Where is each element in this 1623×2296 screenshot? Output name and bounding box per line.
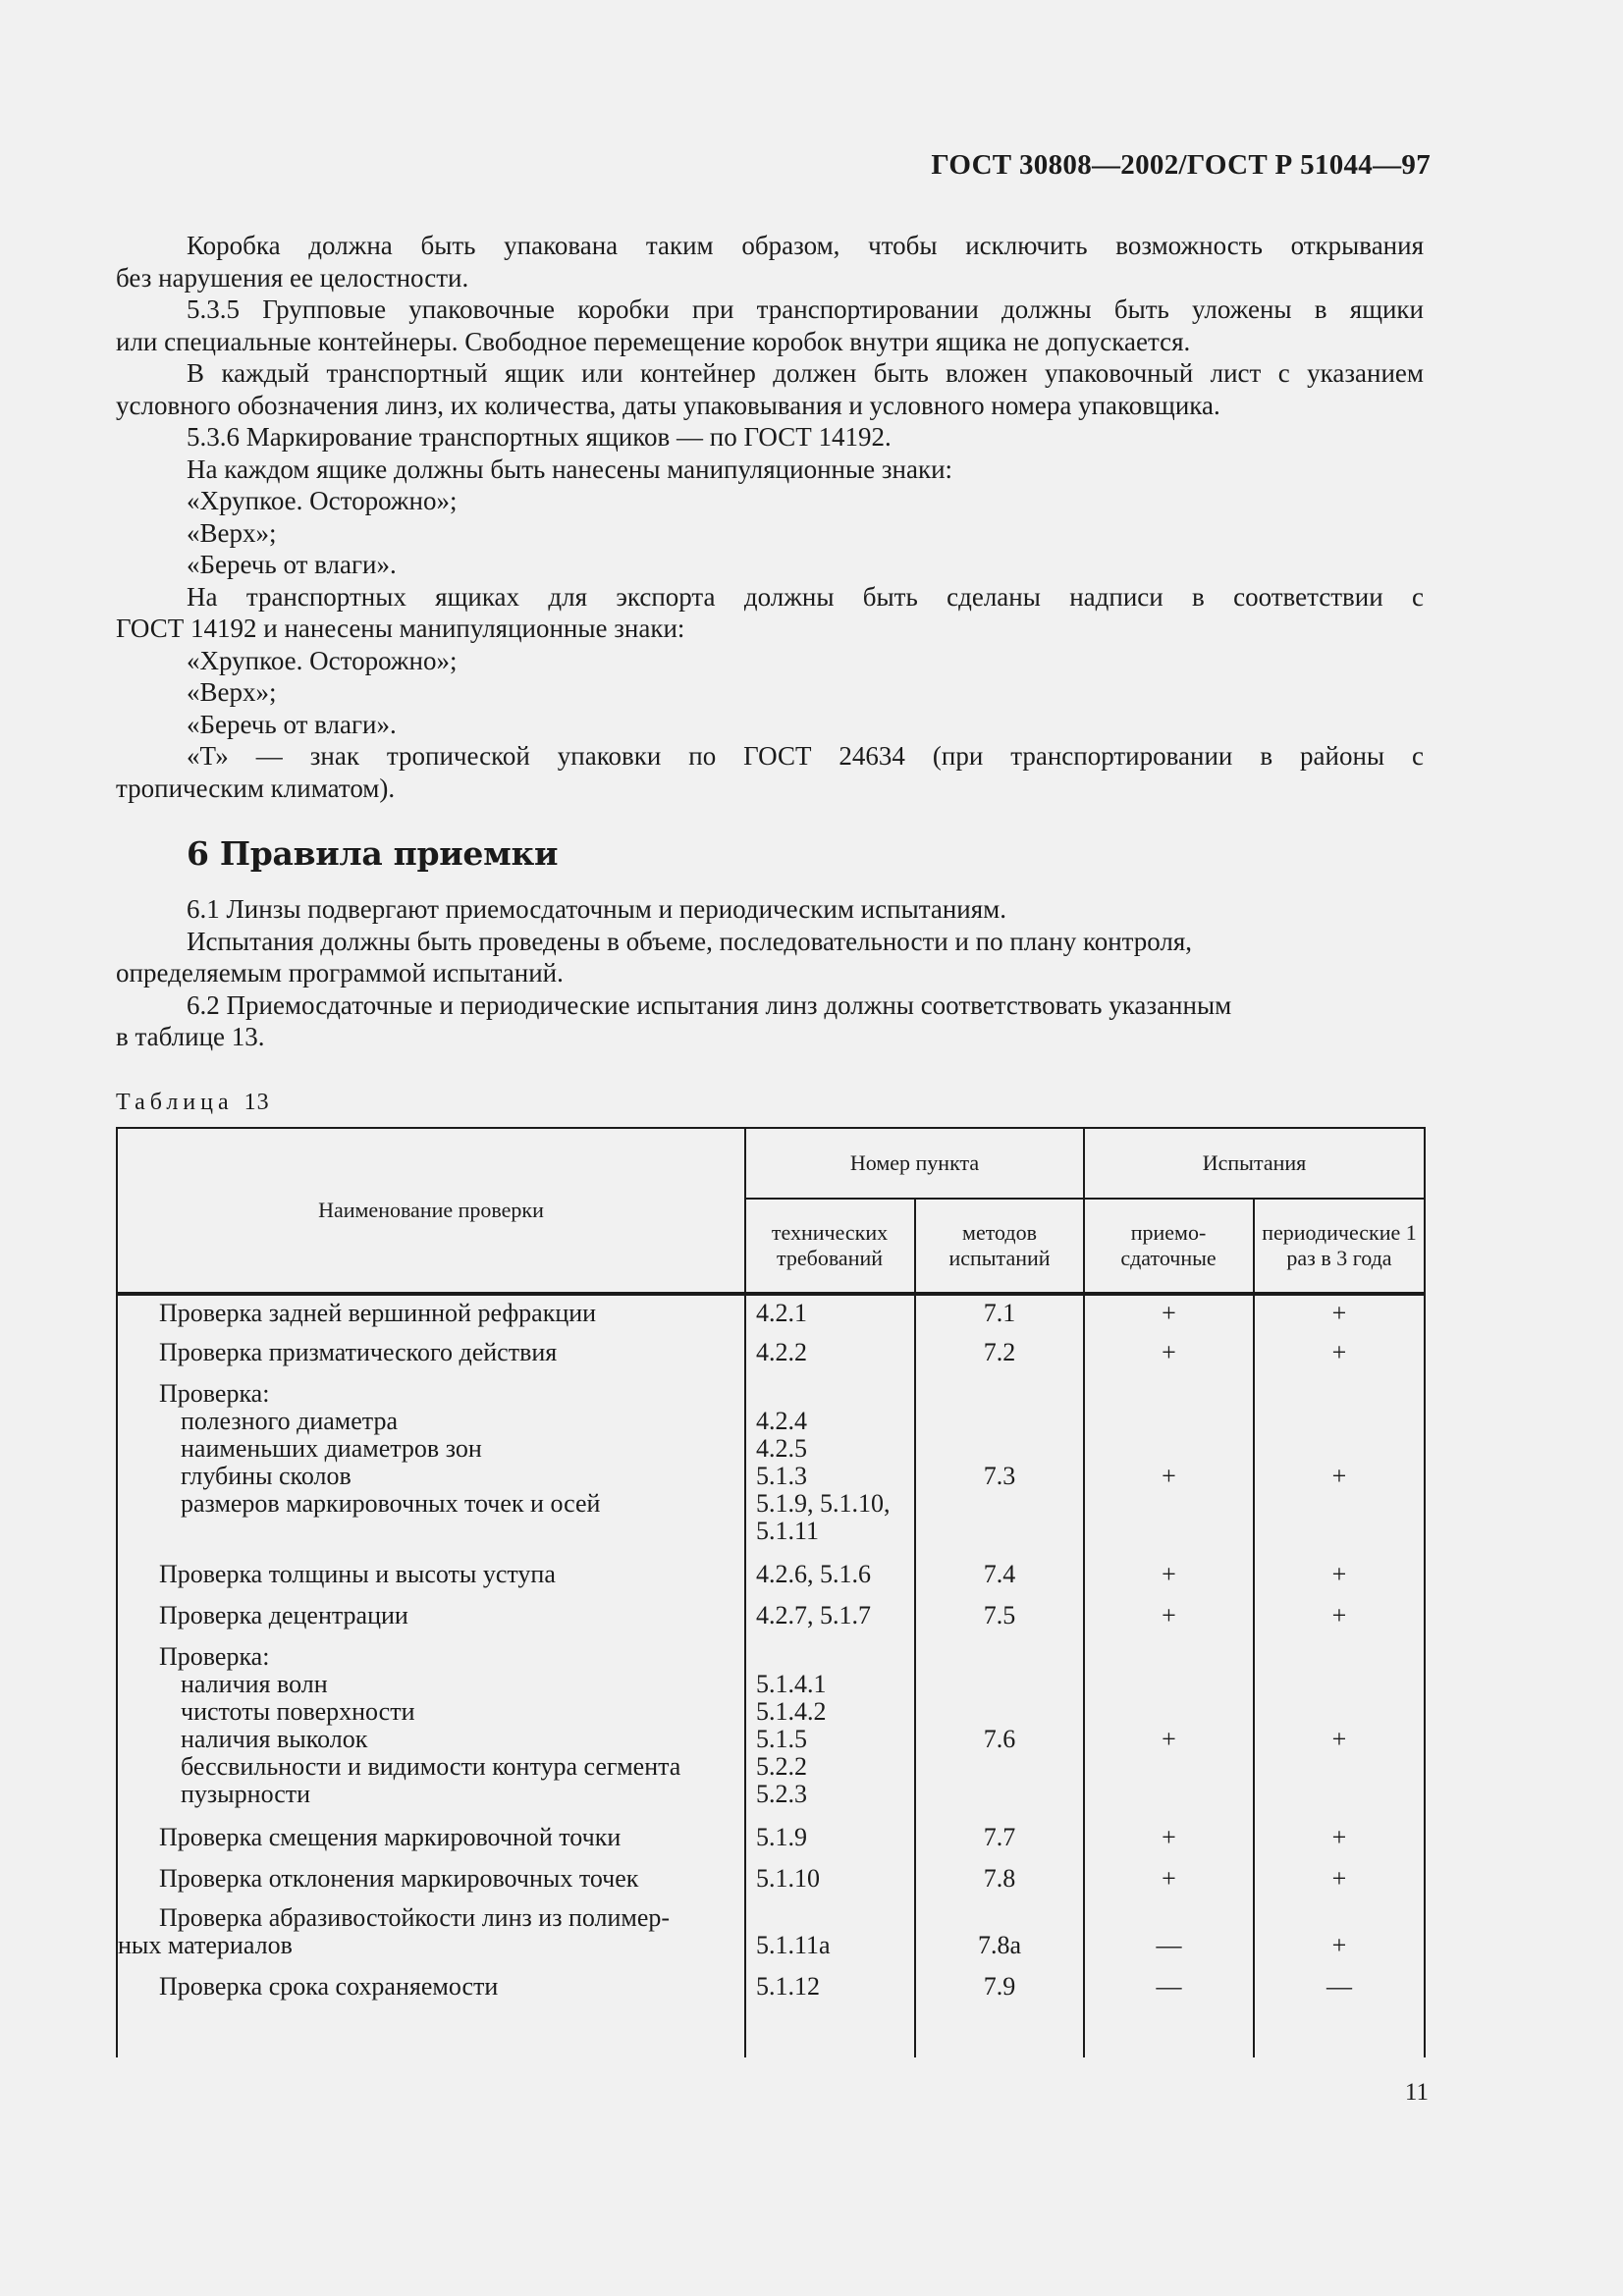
- row-periodic-mark: +: [1331, 1462, 1347, 1490]
- list-item: «Хрупкое. Осторожно»;: [187, 645, 458, 675]
- row-acceptance-mark: —: [1156, 1972, 1182, 2001]
- page-number: 11: [1404, 2079, 1429, 2106]
- row-tech-ref: 4.2.7, 5.1.7: [756, 1601, 871, 1629]
- row-method-ref: 7.5: [983, 1601, 1016, 1629]
- table-13: [116, 1127, 1426, 2057]
- paragraph-line: На каждом ящике должны быть нанесены манипуляционные знаки:: [187, 454, 953, 484]
- row-method-ref: 7.8: [983, 1864, 1016, 1893]
- row-periodic-mark: —: [1326, 1972, 1352, 2001]
- row-tech-ref: 5.1.12: [756, 1972, 820, 2001]
- row-periodic-mark: +: [1331, 1560, 1347, 1588]
- row-name-line: ных материалов: [118, 1931, 293, 1959]
- row-acceptance-mark: +: [1162, 1299, 1176, 1327]
- row-name-line: Проверка абразивостойкости линз из полимер-: [159, 1903, 671, 1932]
- row-acceptance-mark: +: [1162, 1601, 1176, 1629]
- paragraph-line: «Т» — знак тропической упаковки по ГОСТ 24634 (при транспортировании в районы с: [187, 741, 1424, 771]
- row-name-line: Проверка отклонения маркировочных точек: [159, 1864, 639, 1893]
- paragraph-line: На транспортных ящиках для экспорта должны быть сделаны надписи в соответствии с: [187, 581, 1424, 612]
- header-tests-group: Испытания: [1202, 1150, 1307, 1175]
- row-acceptance-mark: +: [1162, 1864, 1176, 1893]
- row-acceptance-mark: —: [1156, 1931, 1182, 1959]
- header-tech-req: технических требований: [771, 1220, 889, 1270]
- paragraph-line: Коробка должна быть упакована таким образом, чтобы исключить возможность открывания: [187, 231, 1424, 260]
- paragraph-line: 6.2 Приемосдаточные и периодические испытания линз должны соответствовать указанным: [187, 989, 1232, 1020]
- row-method-ref: 7.7: [983, 1823, 1016, 1851]
- row-method-ref: 7.1: [983, 1299, 1016, 1327]
- header-clause-group: Номер пункта: [849, 1150, 980, 1175]
- row-periodic-mark: +: [1331, 1864, 1347, 1893]
- table-header-bottom: [116, 1292, 1426, 1296]
- list-item: «Верх»;: [187, 677, 277, 707]
- table-caption: [116, 1090, 270, 1116]
- row-name-line: Проверка смещения маркировочной точки: [159, 1823, 622, 1851]
- row-method-ref: 7.6: [983, 1725, 1016, 1753]
- row-name-line: наличия выколок: [181, 1725, 368, 1753]
- row-acceptance-mark: +: [1162, 1823, 1176, 1851]
- row-name-line: наименьших диаметров зон: [181, 1434, 482, 1463]
- row-tech-ref: 4.2.5: [756, 1434, 807, 1463]
- section-title: 6 Правила приемки: [187, 834, 559, 873]
- table-caption-number: 13: [243, 1090, 270, 1115]
- row-name-line: Проверка призматического действия: [159, 1338, 558, 1366]
- paragraph-line: условного обозначения линз, их количества, даты упаковывания и условного номера упаковщика.: [116, 390, 1220, 420]
- row-tech-ref: 5.1.9: [756, 1823, 807, 1851]
- paragraph-line: В каждый транспортный ящик или контейнер должен быть вложен упаковочный лист с указанием: [187, 358, 1424, 388]
- row-tech-ref: 5.2.3: [756, 1780, 807, 1808]
- header-acceptance: приемо-сдаточные: [1120, 1220, 1217, 1270]
- row-tech-ref: 5.1.4.1: [756, 1670, 827, 1698]
- row-tech-ref: 5.1.10: [756, 1864, 820, 1893]
- row-tech-ref: 5.2.2: [756, 1752, 807, 1781]
- row-acceptance-mark: +: [1162, 1338, 1176, 1366]
- row-acceptance-mark: +: [1162, 1560, 1176, 1588]
- page-header: ГОСТ 30808—2002/ГОСТ Р 51044—97: [931, 149, 1431, 181]
- row-tech-ref: 5.1.11: [756, 1517, 820, 1545]
- paragraph-line: 6.1 Линзы подвергают приемосдаточным и периодическим испытаниям.: [187, 894, 1006, 924]
- row-tech-ref: 4.2.6, 5.1.6: [756, 1560, 871, 1588]
- row-tech-ref: 5.1.4.2: [756, 1697, 827, 1726]
- row-method-ref: 7.4: [983, 1560, 1016, 1588]
- row-name-line: Проверка децентрации: [159, 1601, 408, 1629]
- row-name-line: глубины сколов: [181, 1462, 352, 1490]
- row-periodic-mark: +: [1331, 1601, 1347, 1629]
- row-tech-ref: 5.1.3: [756, 1462, 807, 1490]
- row-tech-ref: 5.1.11а: [756, 1931, 831, 1959]
- row-method-ref: 7.3: [983, 1462, 1016, 1490]
- paragraph-line: в таблице 13.: [116, 1022, 265, 1051]
- paragraph-line: 5.3.5 Групповые упаковочные коробки при транспортировании должны быть уложены в ящики: [187, 294, 1424, 324]
- section-body: [116, 893, 1424, 1053]
- row-method-ref: 7.9: [983, 1972, 1016, 2001]
- header-periodic: периодические 1 раз в 3 года: [1262, 1220, 1417, 1270]
- row-name-line: полезного диаметра: [181, 1407, 398, 1435]
- row-periodic-mark: +: [1331, 1299, 1347, 1327]
- paragraph-line: 5.3.6 Маркирование транспортных ящиков — по ГОСТ 14192.: [187, 422, 892, 452]
- body-text: [116, 230, 1424, 804]
- row-periodic-mark: +: [1331, 1338, 1347, 1366]
- row-name-line: чистоты поверхности: [181, 1697, 415, 1726]
- row-tech-ref: 4.2.2: [756, 1338, 807, 1366]
- paragraph-line: ГОСТ 14192 и нанесены манипуляционные знаки:: [116, 614, 685, 643]
- table-divider: [744, 1127, 746, 2057]
- paragraph-line: Испытания должны быть проведены в объеме, последовательности и по плану контроля,: [187, 926, 1193, 956]
- row-name-line: Проверка:: [159, 1379, 270, 1408]
- paragraph-line: без нарушения ее целостности.: [116, 262, 469, 293]
- table-border-right: [1424, 1127, 1426, 2057]
- row-acceptance-mark: +: [1162, 1462, 1176, 1490]
- list-item: «Верх»;: [187, 517, 277, 548]
- paragraph-line: тропическим климатом).: [116, 773, 396, 803]
- paragraph-line: или специальные контейнеры. Свободное перемещение коробок внутри ящика не допускается.: [116, 326, 1191, 356]
- row-periodic-mark: +: [1331, 1823, 1347, 1851]
- row-acceptance-mark: +: [1162, 1725, 1176, 1753]
- row-name-line: Проверка задней вершинной рефракции: [159, 1299, 597, 1327]
- list-item: «Беречь от влаги».: [187, 550, 397, 579]
- table-caption-word: Таблица: [116, 1090, 234, 1115]
- row-method-ref: 7.8а: [977, 1931, 1022, 1959]
- row-name-line: наличия волн: [181, 1670, 328, 1698]
- row-periodic-mark: +: [1331, 1931, 1347, 1959]
- header-methods: методов испытаний: [948, 1220, 1051, 1270]
- row-name-line: Проверка:: [159, 1642, 270, 1671]
- row-method-ref: 7.2: [983, 1338, 1016, 1366]
- row-tech-ref: 5.1.9, 5.1.10,: [756, 1489, 891, 1518]
- row-tech-ref: 4.2.4: [756, 1407, 807, 1435]
- row-tech-ref: 5.1.5: [756, 1725, 807, 1753]
- header-name: Наименование проверки: [318, 1198, 544, 1222]
- row-tech-ref: 4.2.1: [756, 1299, 807, 1327]
- row-periodic-mark: +: [1331, 1725, 1347, 1753]
- list-item: «Хрупкое. Осторожно»;: [187, 486, 458, 515]
- row-name-line: бессвильности и видимости контура сегмента: [181, 1752, 681, 1781]
- row-name-line: Проверка толщины и высоты уступа: [159, 1560, 556, 1588]
- list-item: «Беречь от влаги».: [187, 709, 397, 739]
- row-name-line: Проверка срока сохраняемости: [159, 1972, 499, 2001]
- row-name-line: пузырности: [181, 1780, 311, 1808]
- paragraph-line: определяемым программой испытаний.: [116, 958, 564, 988]
- row-name-line: размеров маркировочных точек и осей: [181, 1489, 601, 1518]
